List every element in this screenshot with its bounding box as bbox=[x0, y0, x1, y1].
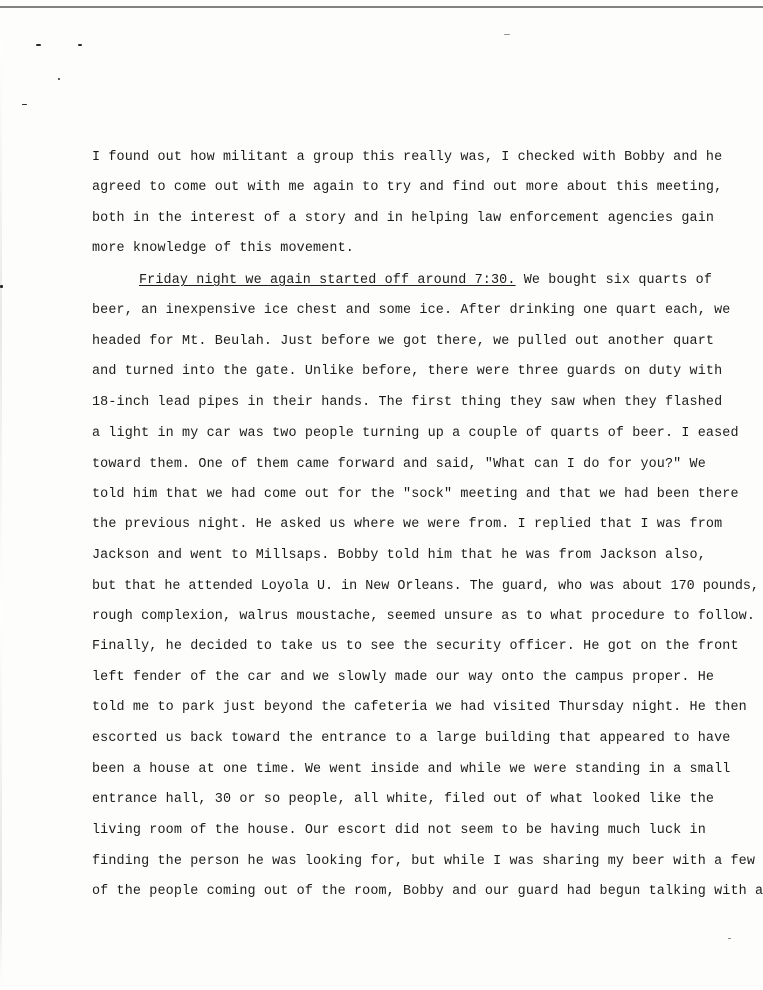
text-line: of the people coming out of the room, Bobby and our guard had begun talking with a bbox=[92, 884, 763, 899]
text-line: agreed to come out with me again to try and find out more about this meeting, bbox=[92, 180, 723, 195]
text-line: Finally, he decided to take us to see the security officer. He got on the front bbox=[92, 639, 739, 654]
text-line: beer, an inexpensive ice chest and some ice. After drinking one quart each, we bbox=[92, 303, 731, 318]
text-segment: We bought six quarts of bbox=[515, 273, 713, 288]
text-line: a light in my car was two people turning up a couple of quarts of beer. I eased bbox=[92, 426, 739, 441]
paragraph-opening-line bbox=[139, 273, 712, 289]
text-line: and turned into the gate. Unlike before, there were three guards on duty with bbox=[92, 364, 723, 379]
text-line: told him that we had come out for the "sock" meeting and that we had been there bbox=[92, 487, 739, 502]
text-line: living room of the house. Our escort did not seem to be having much luck in bbox=[92, 823, 706, 838]
text-line: been a house at one time. We went inside and while we were standing in a small bbox=[92, 762, 731, 777]
text-line: escorted us back toward the entrance to a large building that appeared to have bbox=[92, 731, 731, 746]
text-line: Jackson and went to Millsaps. Bobby told him that he was from Jackson also, bbox=[92, 548, 706, 563]
text-line: the previous night. He asked us where we were from. I replied that I was from bbox=[92, 517, 723, 532]
text-line: more knowledge of this movement. bbox=[92, 241, 354, 256]
text-line: entrance hall, 30 or so people, all white, filed out of what looked like the bbox=[92, 792, 715, 807]
text-line: left fender of the car and we slowly made our way onto the campus proper. He bbox=[92, 670, 715, 685]
text-line: 18-inch lead pipes in their hands. The first thing they saw when they flashed bbox=[92, 395, 723, 410]
text-line: but that he attended Loyola U. in New Orleans. The guard, who was about 170 pounds, bbox=[92, 579, 759, 594]
underlined-phrase: Friday night we again started off around 7:30. bbox=[139, 273, 516, 288]
text-line: told me to park just beyond the cafeteria we had visited Thursday night. He then bbox=[92, 700, 747, 715]
text-line: toward them. One of them came forward and said, "What can I do for you?" We bbox=[92, 457, 706, 472]
text-line: headed for Mt. Beulah. Just before we got there, we pulled out another quart bbox=[92, 334, 715, 349]
text-line: both in the interest of a story and in helping law enforcement agencies gain bbox=[92, 211, 715, 226]
text-line: rough complexion, walrus moustache, seemed unsure as to what procedure to follow. bbox=[92, 609, 756, 624]
text-line: I found out how militant a group this really was, I checked with Bobby and he bbox=[92, 150, 723, 165]
text-line: finding the person he was looking for, but while I was sharing my beer with a few bbox=[92, 854, 756, 869]
